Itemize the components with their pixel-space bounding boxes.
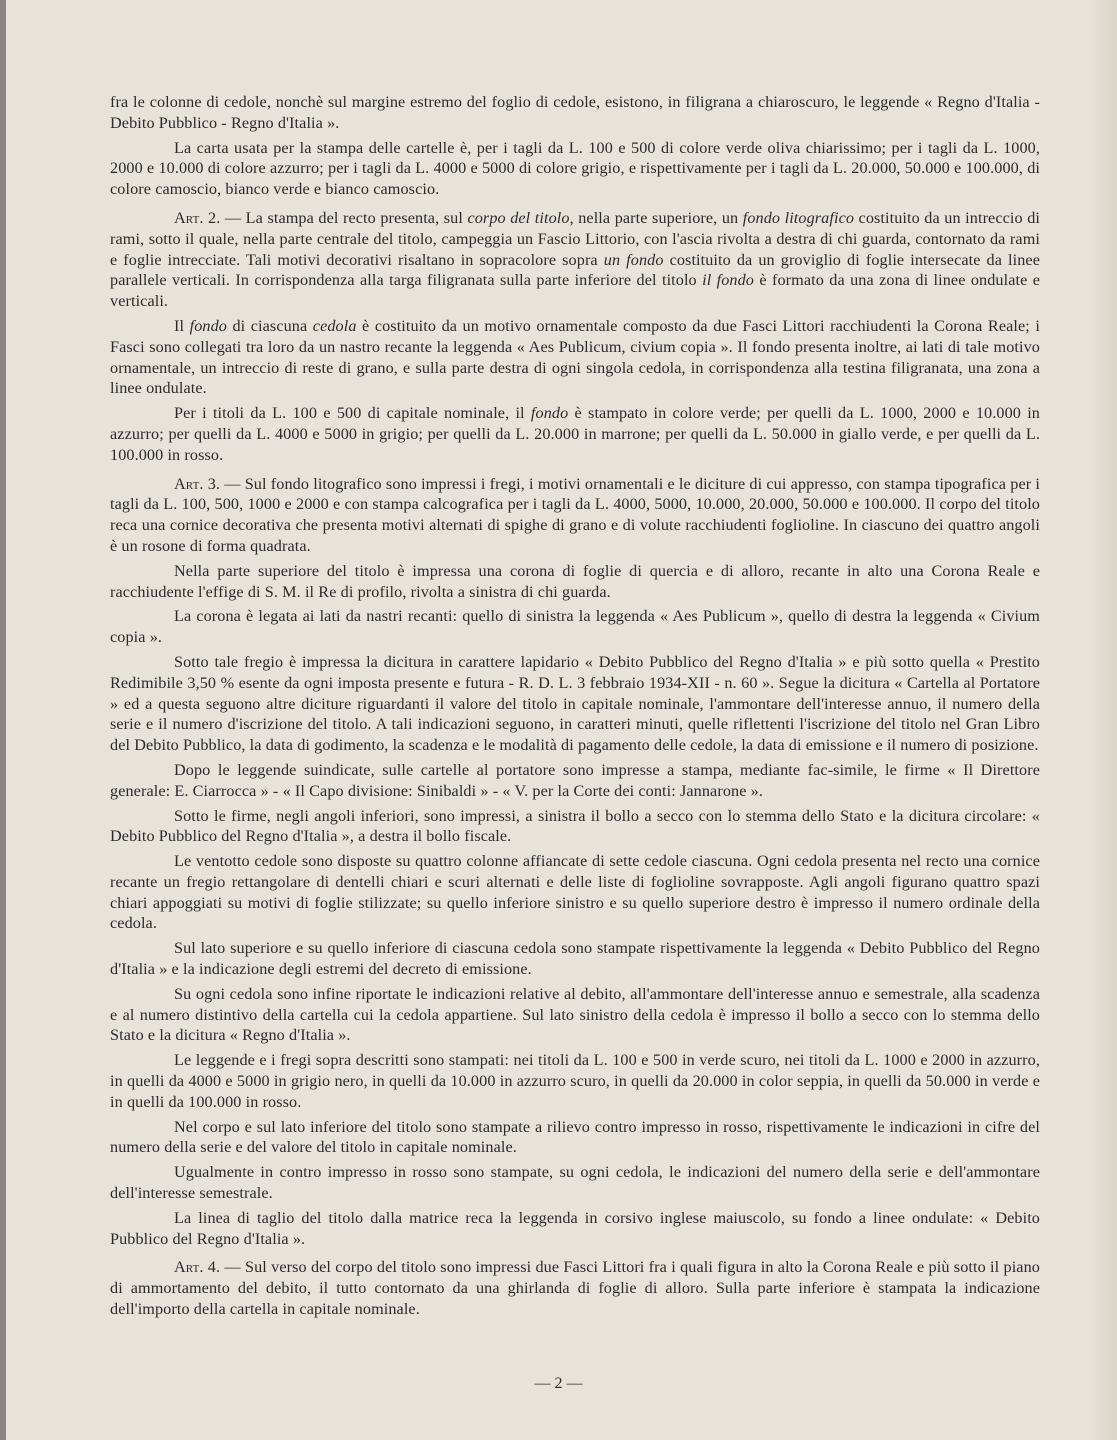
text-run: fondo — [530, 404, 569, 423]
text-run: Nella parte superiore del titolo è impressa una corona di foglie di quercia e di alloro, recante in alto una Corona Reale e racchiudente l'effige di S. M. il Re di profilo, rivolta a sinistra di chi guarda. — [110, 561, 1040, 601]
text-run: , nella parte superiore, un — [569, 208, 743, 227]
text-run: Sul lato superiore e su quello inferiore di ciascuna cedola sono stampate rispettivamente la leggenda « Debito Pubblico del Regno d'Italia » e la indicazione degli estremi del decreto di emissione. — [110, 939, 1040, 979]
body-text — [110, 92, 1040, 1324]
text-run: è costituito da un motivo ornamentale composto da due Fasci Littori racchiudenti la Corona Reale; i Fasci sono collegati tra loro da un nastro recante la leggenda « Aes Publicum, civium copia ». Il fondo presenta inoltre, ai lati di tale motivo ornamentale, un intreccio di reste di grano, e sulla parte destra di ogni singola cedola, in corrispondenza alla testina filigranata, una zona a linee ondulate. — [110, 316, 1040, 398]
text-run: costituito da un intreccio di rami, sotto il quale, nella parte centrale del titolo, campeggia un Fascio Littorio, con l'ascia rivolta a destra di chi guarda, contornato da rami e foglie intrecciate. Tali motivi decorativi risaltano in sopracolore sopra — [110, 208, 1041, 269]
article-heading: Art. 2. — [174, 208, 221, 227]
paragraph — [110, 984, 1040, 1046]
text-run: il fondo — [702, 271, 755, 290]
text-run: Il — [174, 316, 190, 335]
text-run: Le leggende e i fregi sopra descritti sono stampati: nei titoli da L. 100 e 500 in verde scuro, nei titoli da L. 1000 e 2000 in azzurro, in quelli da 4000 e 5000 in grigio nero, in quelli da 10.000 in azzurro scuro, in quelli da 20.000 in color seppia, in quelli da 50.000 in verde e in quelli da 100.000 in rosso. — [110, 1051, 1040, 1111]
text-run: cedola — [312, 316, 357, 335]
paragraph — [110, 806, 1040, 848]
paragraph — [110, 1162, 1040, 1204]
paragraph — [110, 316, 1040, 399]
text-run: Per i titoli da L. 100 e 500 di capitale nominale, il — [174, 404, 531, 423]
paragraph — [110, 403, 1040, 465]
article-paragraph — [110, 474, 1040, 557]
article-paragraph — [110, 208, 1040, 312]
page-edge-right — [1087, 0, 1117, 1440]
text-run: Nel corpo e sul lato inferiore del titolo sono stampate a rilievo contro impresso in rosso, rispettivamente le indicazioni in cifre del numero della serie e del valore del titolo in capitale nominale. — [110, 1117, 1040, 1157]
text-run: un fondo — [603, 250, 664, 269]
text-run: di ciascuna — [226, 316, 313, 335]
paragraph — [110, 938, 1040, 980]
text-run: fondo litografico — [742, 208, 855, 227]
paragraph — [110, 760, 1040, 802]
text-run: Sotto le firme, negli angoli inferiori, sono impressi, a sinistra il bollo a secco con lo stemma dello Stato e la dicitura circolare: « Debito Pubblico del Regno d'Italia », a destra il bollo fiscale. — [110, 806, 1040, 846]
page-edge-left — [0, 0, 6, 1440]
text-run: fra le colonne di cedole, nonchè sul margine estremo del foglio di cedole, esistono, in filigrana a chiaroscuro, le leggende « Regno d'Italia - Debito Pubblico - Regno d'Italia ». — [110, 93, 1040, 132]
article-heading: Art. 3. — [174, 474, 221, 493]
paragraph — [110, 652, 1040, 756]
paragraph — [110, 1208, 1040, 1250]
text-run: è stampato in colore verde; per quelli da L. 1000, 2000 e 10.000 in azzurro; per quelli da L. 4000 e 5000 in grigio; per quelli da L. 20.000 in marrone; per quelli da L. 50.000 in giallo verde, e per quelli da L. 100.000 in rosso. — [110, 404, 1040, 464]
paragraph — [110, 606, 1040, 648]
text-run: costituito da un groviglio di foglie intersecate da linee parallele verticali. In corrispondenza alla targa filigranata sulla parte inferiore del titolo — [110, 250, 1040, 290]
text-run: La linea di taglio del titolo dalla matrice reca la leggenda in corsivo inglese maiuscolo, su fondo a linee ondulate: « Debito Pubblico del Regno d'Italia ». — [110, 1208, 1040, 1248]
paragraph — [110, 561, 1040, 603]
article-heading: Art. 4. — [174, 1258, 221, 1277]
text-run: Sotto tale fregio è impressa la dicitura in carattere lapidario « Debito Pubblico del Regno d'Italia » e più sotto quella « Prestito Redimibile 3,50 % esente da ogni imposta presente e futura - R. D. L. 3 febbraio 1934-XII - n. 60 ». Segue la dicitura « Cartella al Portatore » ed a questa seguono altre diciture riguardanti il valore del titolo in capitale nominale, l'ammontare dell'interesse annuo, il numero della serie e il numero d'iscrizione del titolo. A tali indicazioni seguono, in caratteri minuti, quelle riflettenti l'iscrizione del titolo nel Gran Libro del Debito Pubblico, la data di godimento, la scadenza e le modalità di pagamento delle cedole, la data di emissione e il numero di posizione. — [110, 652, 1040, 755]
text-run: Dopo le leggende suindicate, sulle cartelle al portatore sono impresse a stampa, mediante fac-simile, le firme « Il Direttore generale: E. Ciarrocca » - « Il Capo divisione: Sinibaldi » - « V. per la Corte dei conti: Jannarone ». — [110, 760, 1040, 800]
paragraph — [110, 92, 1040, 134]
text-run: è formato da una zona di linee ondulate e verticali. — [110, 271, 1040, 311]
text-run: — Sul fondo litografico sono impressi i fregi, i motivi ornamentali e le diciture di cui appresso, con stampa tipografica per i tagli da L. 100, 500, 1000 e 2000 e con stampa calcografica per i tagli da L. 4000, 5000, 10.000, 20.000, 50.000 e 100.000. Il corpo del titolo reca una cornice decorativa che presenta motivi alternati di spighe di grano e di volute racchiudenti foglioline. In ciascuno dei quattro angoli è un rosone di forma quadrata. — [110, 474, 1040, 555]
paragraph — [110, 138, 1040, 200]
paragraph — [110, 851, 1040, 934]
article-paragraph — [110, 1257, 1040, 1319]
paragraph — [110, 1050, 1040, 1112]
text-run: — Sul verso del corpo del titolo sono impressi due Fasci Littori fra i quali figura in alto la Corona Reale e più sotto il piano di ammortamento del debito, il tutto contornato da una ghirlanda di foglie di alloro. Sulla parte inferiore è stampata la indicazione dell'importo della cartella in capitale nominale. — [110, 1258, 1040, 1319]
text-run: Ugualmente in contro impresso in rosso sono stampate, su ogni cedola, le indicazioni del numero della serie e dell'ammontare dell'interesse semestrale. — [110, 1163, 1040, 1203]
text-run: Le ventotto cedole sono disposte su quattro colonne affiancate di sette cedole ciascuna. Ogni cedola presenta nel recto una cornice recante un fregio rettangolare di dentelli chiari e scuri alternati e delle liste di foglioline sovrapposte. Agli angoli figurano quattro spazi chiari appoggiati su motivi di foglie stilizzate; su quello inferiore sinistro e su quello superiore destro è impresso il numero ordinale della cedola. — [110, 852, 1040, 933]
text-run: corpo del titolo — [467, 208, 570, 227]
text-run: — La stampa del recto presenta, sul — [220, 208, 468, 227]
text-run: Su ogni cedola sono infine riportate le indicazioni relative al debito, all'ammontare dell'interesse annuo e semestrale, alla scadenza e al numero distintivo della cartella cui la cedola appartiene. Sul lato sinistro della cedola è impresso il bollo a secco con lo stemma dello Stato e la dicitura « Regno d'Italia ». — [110, 984, 1040, 1045]
page-number: — 2 — — [534, 1375, 583, 1392]
text-run: fondo — [189, 316, 227, 335]
paragraph — [110, 1117, 1040, 1159]
text-run: La corona è legata ai lati da nastri recanti: quello di sinistra la leggenda « Aes Publicum », quello di destra la leggenda « Civium copia ». — [110, 607, 1040, 647]
text-run: La carta usata per la stampa delle cartelle è, per i tagli da L. 100 e 500 di colore verde oliva chiarissimo; per i tagli da L. 1000, 2000 e 10.000 di colore azzurro; per i tagli da L. 4000 e 5000 di colore grigio, e rispettivamente per i tagli da L. 20.000, 50.000 e 100.000, di colore camoscio, bianco verde e bianco camoscio. — [110, 138, 1040, 199]
